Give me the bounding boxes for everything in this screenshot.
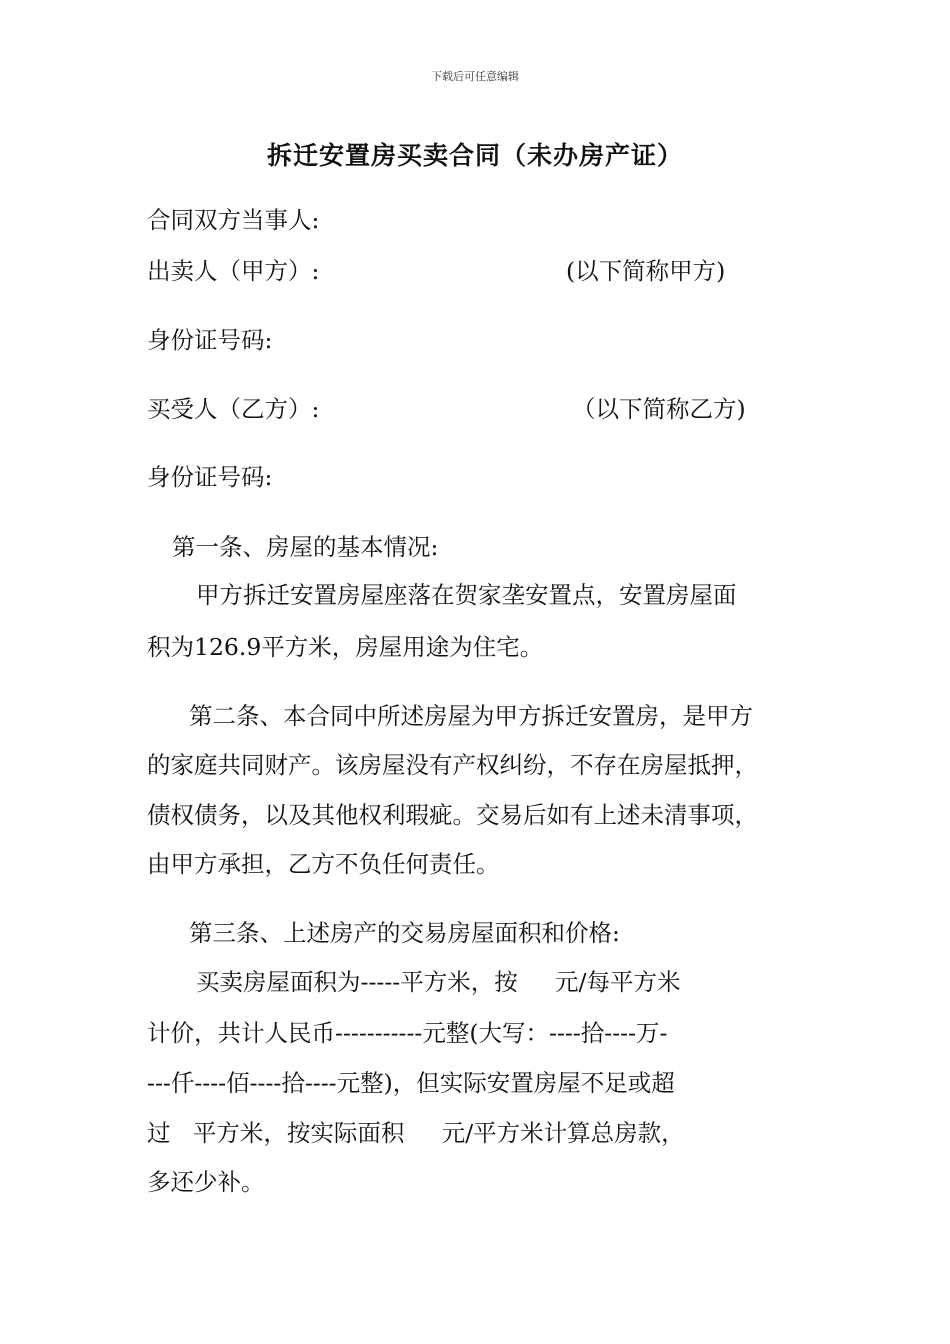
article3-line: 计价，共计人民币-----------元整(大写：----拾----万- (147, 1019, 668, 1047)
buyer-label: 买受人（乙方）: (147, 395, 320, 423)
article3-line: 买卖房屋面积为-----平方米，按 元/每平方米 (196, 968, 681, 996)
article3-line: 过 平方米，按实际面积 元/平方米计算总房款， (147, 1119, 685, 1147)
article2-line: 第二条、本合同中所述房屋为甲方拆迁安置房，是甲方 (189, 702, 753, 730)
article1-line: 甲方拆迁安置房屋座落在贺家垄安置点，安置房屋面 (196, 581, 737, 609)
buyer-alias: （以下简称乙方) (572, 395, 746, 423)
seller-id-label: 身份证号码: (147, 326, 273, 354)
article2-line: 债权债务，以及其他权利瑕疵。交易后如有上述未清事项， (147, 801, 758, 829)
contract-title: 拆迁安置房买卖合同（未办房产证） (266, 141, 683, 170)
buyer-id-label: 身份证号码: (147, 463, 273, 491)
article3-heading: 第三条、上述房产的交易房屋面积和价格: (189, 919, 620, 947)
page-header: 下载后可任意编辑 (431, 70, 519, 83)
seller-label: 出卖人（甲方）: (147, 257, 320, 285)
article1-heading: 第一条、房屋的基本情况: (172, 533, 439, 561)
article2-line: 由甲方承担，乙方不负任何责任。 (147, 850, 500, 878)
article1-line: 积为126.9平方米，房屋用途为住宅。 (147, 633, 544, 661)
article3-line: ---仟----佰----拾----元整)，但实际安置房屋不足或超 (147, 1069, 675, 1097)
article3-line: 多还少补。 (147, 1168, 265, 1196)
seller-alias: (以下简称甲方) (566, 257, 726, 285)
parties-label: 合同双方当事人: (147, 206, 320, 234)
article2-line: 的家庭共同财产。该房屋没有产权纠纷，不存在房屋抵押， (147, 751, 758, 779)
